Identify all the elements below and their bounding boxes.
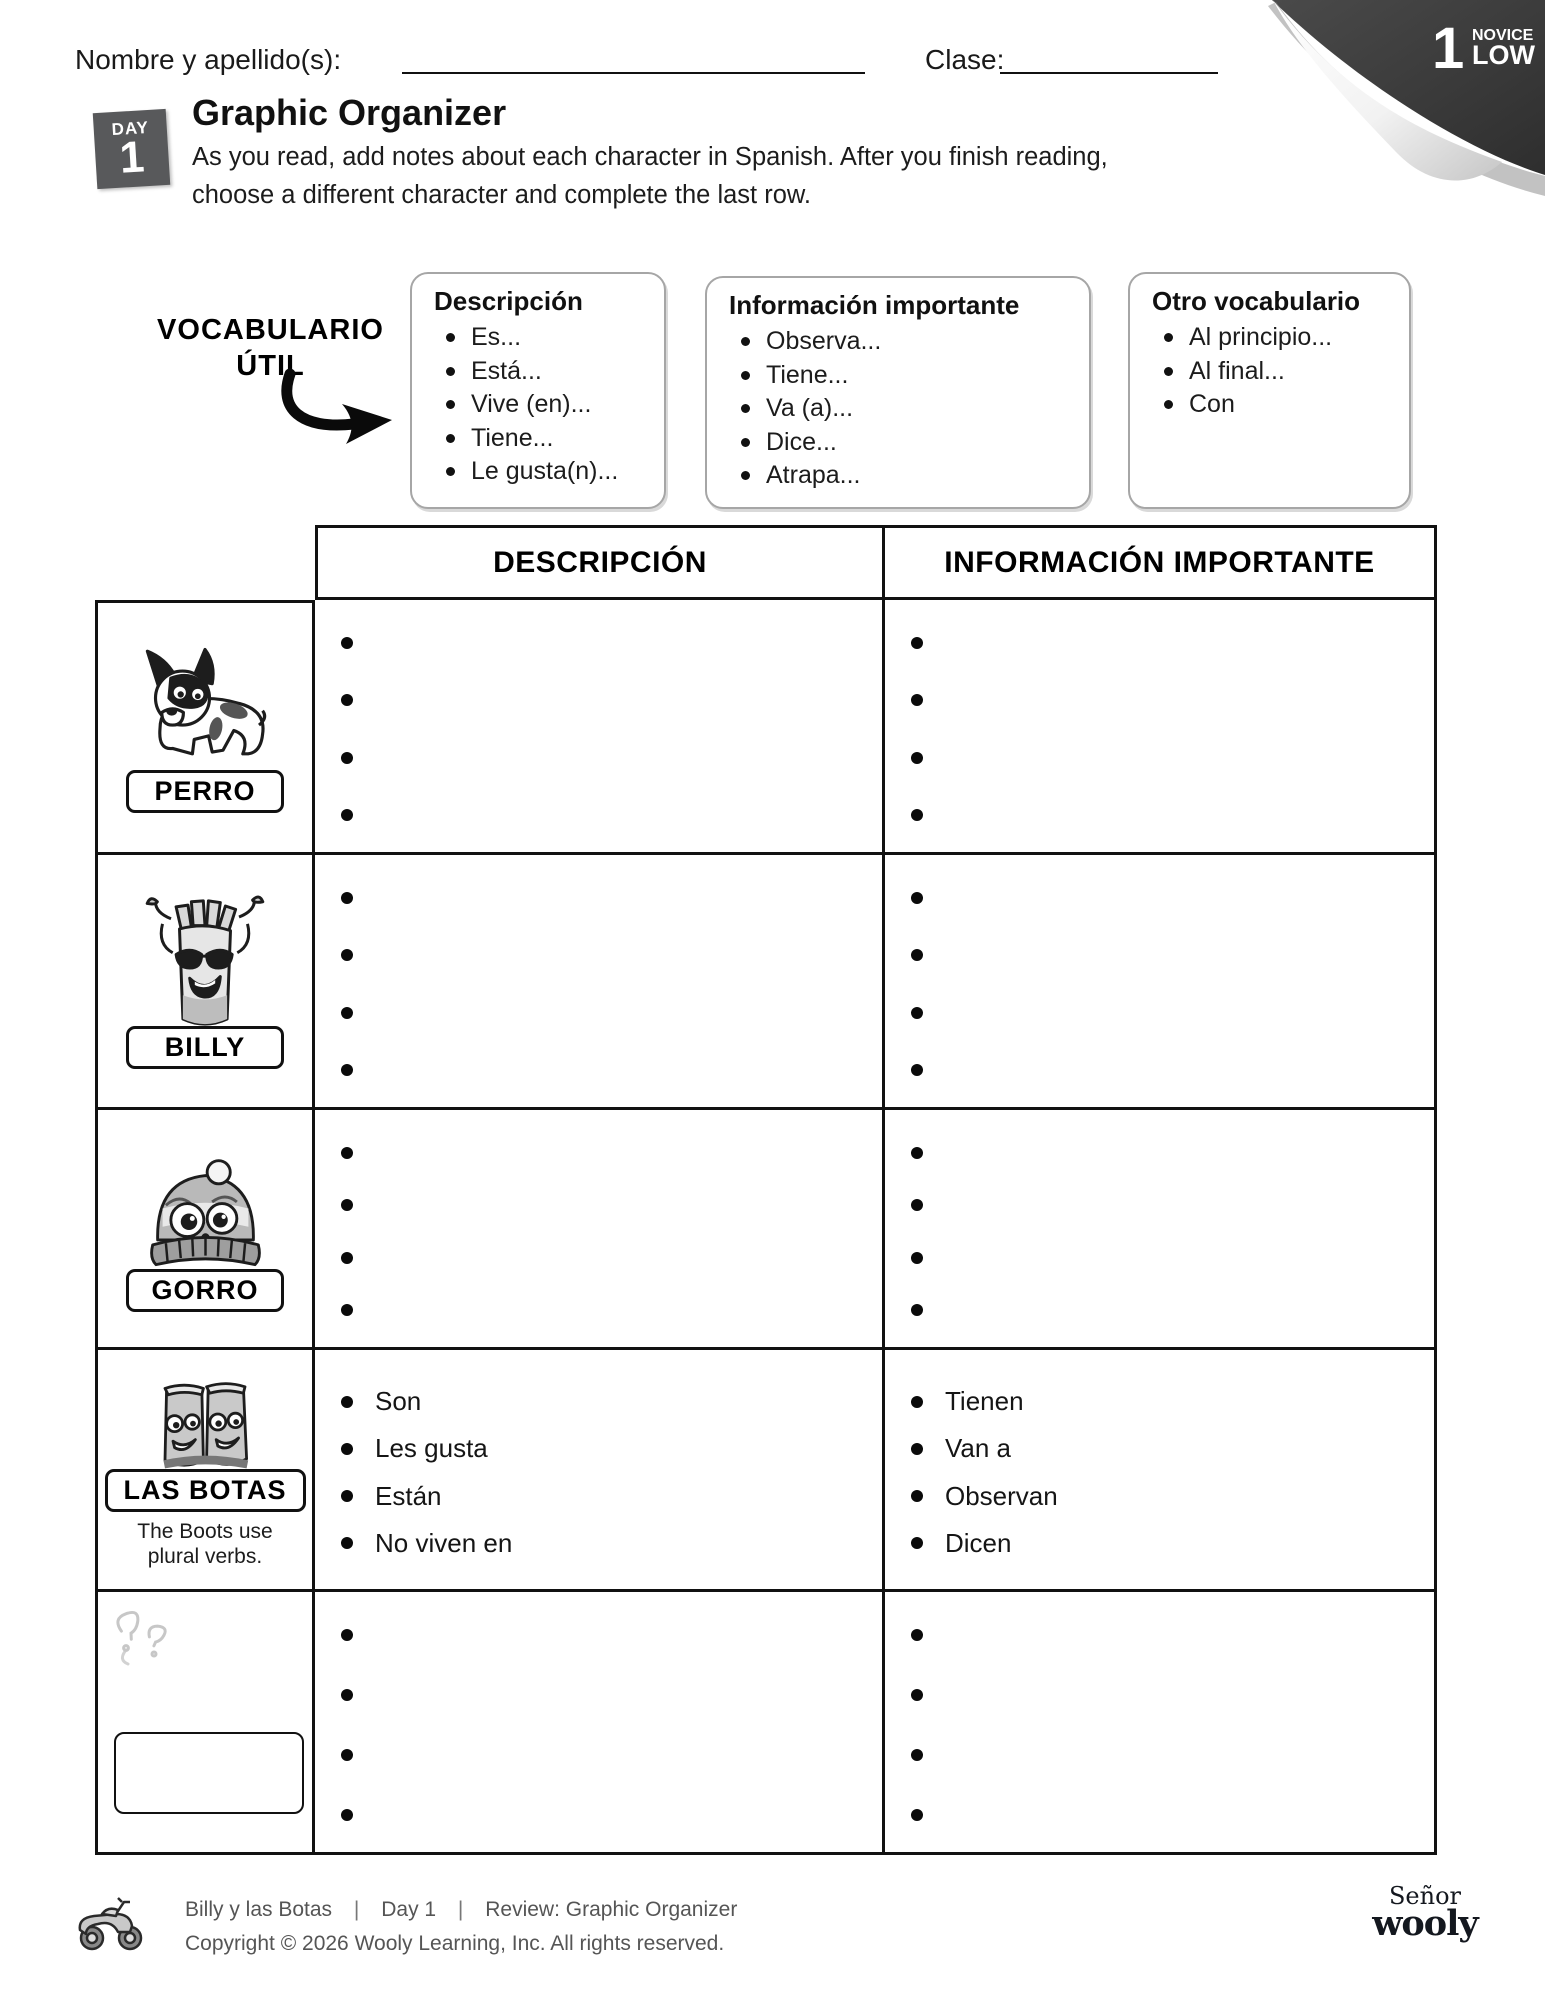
vocab-box-title: Información importante bbox=[729, 290, 1020, 320]
character-cell-perro bbox=[95, 600, 315, 855]
bullet-icon bbox=[446, 467, 455, 476]
vocab-item: Observa... bbox=[727, 325, 1079, 359]
vocab-item: Al principio... bbox=[1150, 321, 1399, 355]
bullet-icon bbox=[341, 1749, 353, 1761]
bullet-icon bbox=[341, 1809, 353, 1821]
bullet-icon bbox=[341, 1304, 353, 1316]
vocab-item: Es... bbox=[432, 321, 654, 355]
instructions-line2: choose a different character and complete the last row. bbox=[192, 181, 811, 209]
level-number: 1 bbox=[1432, 16, 1465, 81]
footer-separator: | bbox=[457, 1898, 464, 1921]
bullet-icon bbox=[741, 438, 750, 447]
bullet-icon bbox=[911, 892, 923, 904]
header-empty-cell bbox=[95, 525, 315, 600]
column-header-descripcion: DESCRIPCIÓN bbox=[315, 525, 885, 600]
bullet-icon bbox=[341, 752, 353, 764]
mystery-character-name-box[interactable] bbox=[114, 1732, 304, 1814]
level-badge-corner bbox=[1040, 0, 1545, 230]
bullet-icon bbox=[911, 1689, 923, 1701]
character-name-perro: PERRO bbox=[126, 770, 284, 813]
bullet-icon bbox=[446, 367, 455, 376]
bullet-icon bbox=[446, 434, 455, 443]
bullet-icon bbox=[911, 1396, 923, 1408]
bullet-icon bbox=[341, 1064, 353, 1076]
bullet-icon bbox=[446, 400, 455, 409]
bullet-icon bbox=[741, 404, 750, 413]
bullet-icon bbox=[341, 694, 353, 706]
character-name-las-botas: LAS BOTAS bbox=[105, 1469, 306, 1512]
bullet-icon bbox=[911, 1252, 923, 1264]
botas-informacion-cell: Tienen Van a Observan Dicen bbox=[885, 1350, 1437, 1592]
bullet-icon bbox=[911, 949, 923, 961]
bullet-icon bbox=[911, 1199, 923, 1211]
bullet-icon bbox=[341, 949, 353, 961]
vocab-item: Con bbox=[1150, 388, 1399, 422]
billy-informacion-cell[interactable] bbox=[885, 855, 1437, 1110]
vocab-item: Va (a)... bbox=[727, 392, 1079, 426]
bullet-icon bbox=[911, 1147, 923, 1159]
name-label: Nombre y apellido(s): bbox=[75, 44, 342, 75]
bullet-icon bbox=[911, 1537, 923, 1549]
vocab-item: Tiene... bbox=[432, 422, 654, 456]
mystery-descripcion-cell[interactable] bbox=[315, 1592, 885, 1855]
day-badge-label: DAY bbox=[111, 117, 150, 139]
bullet-icon bbox=[911, 809, 923, 821]
bullet-icon bbox=[341, 1252, 353, 1264]
day-badge-number: 1 bbox=[118, 131, 146, 183]
bullet-icon bbox=[911, 1629, 923, 1641]
footer-title: Billy y las Botas bbox=[185, 1898, 333, 1921]
graphic-organizer-table bbox=[95, 525, 1437, 1855]
bullet-icon bbox=[341, 1396, 353, 1408]
logo-line1: Señor bbox=[1388, 1882, 1462, 1910]
bullet-icon bbox=[1164, 400, 1173, 409]
vocab-box-title: Descripción bbox=[434, 286, 583, 316]
character-cell-billy bbox=[95, 855, 315, 1110]
bullet-icon bbox=[911, 1064, 923, 1076]
class-blank[interactable] bbox=[1000, 72, 1218, 74]
bullet-icon bbox=[741, 371, 750, 380]
vocab-util-line1: VOCABULARIO bbox=[157, 314, 384, 346]
billy-descripcion-cell[interactable] bbox=[315, 855, 885, 1110]
bullet-icon bbox=[1164, 333, 1173, 342]
bullet-icon bbox=[341, 892, 353, 904]
day-badge bbox=[93, 109, 171, 189]
bullet-icon bbox=[341, 1007, 353, 1019]
character-name-gorro: GORRO bbox=[126, 1269, 284, 1312]
character-name-billy: BILLY bbox=[126, 1026, 284, 1069]
vocab-item: Atrapa... bbox=[727, 459, 1079, 493]
bullet-icon bbox=[341, 1443, 353, 1455]
bullet-icon bbox=[341, 1490, 353, 1502]
vocab-item: Al final... bbox=[1150, 355, 1399, 389]
footer-day: Day 1 bbox=[381, 1898, 437, 1921]
hat-icon bbox=[123, 1146, 288, 1281]
bullet-icon bbox=[341, 1689, 353, 1701]
bullet-icon bbox=[341, 809, 353, 821]
vocab-item: Está... bbox=[432, 355, 654, 389]
curved-arrow-icon bbox=[262, 368, 412, 463]
footer-breadcrumb bbox=[185, 1898, 737, 1922]
bullet-icon bbox=[911, 1007, 923, 1019]
bullet-icon bbox=[341, 1537, 353, 1549]
bullet-icon bbox=[741, 471, 750, 480]
dog-icon bbox=[115, 642, 295, 782]
character-cell-gorro bbox=[95, 1110, 315, 1350]
bullet-icon bbox=[911, 1809, 923, 1821]
level-name-line1: NOVICE bbox=[1472, 27, 1534, 44]
vocab-box-otro bbox=[1128, 272, 1411, 509]
bullet-icon bbox=[341, 1199, 353, 1211]
vocab-util-line2: ÚTIL bbox=[236, 350, 305, 382]
bullet-icon bbox=[911, 1749, 923, 1761]
bullet-icon bbox=[911, 752, 923, 764]
mystery-informacion-cell[interactable] bbox=[885, 1592, 1437, 1855]
sock-icon bbox=[120, 893, 290, 1038]
vocab-box-descripcion bbox=[410, 272, 666, 509]
bullet-icon bbox=[911, 1490, 923, 1502]
character-cell-las-botas bbox=[95, 1350, 315, 1592]
bullet-icon bbox=[341, 1147, 353, 1159]
page-title: Graphic Organizer bbox=[192, 92, 507, 133]
bullet-icon bbox=[741, 337, 750, 346]
level-name-line2: LOW bbox=[1472, 40, 1535, 70]
senor-wooly-logo bbox=[1360, 1882, 1490, 1944]
question-marks-icon bbox=[108, 1608, 178, 1670]
name-blank[interactable] bbox=[402, 72, 865, 74]
footer-separator: | bbox=[353, 1898, 360, 1921]
character-cell-mystery bbox=[95, 1592, 315, 1855]
footer-copyright: Copyright © 2026 Wooly Learning, Inc. All rights reserved. bbox=[185, 1932, 725, 1955]
botas-descripcion-cell: Son Les gusta Están No viven en bbox=[315, 1350, 885, 1592]
gorro-informacion-cell[interactable] bbox=[885, 1110, 1437, 1350]
perro-descripcion-cell[interactable] bbox=[315, 600, 885, 855]
vocab-item: Vive (en)... bbox=[432, 388, 654, 422]
boots-note: The Boots use plural verbs. bbox=[137, 1519, 273, 1568]
bullet-icon bbox=[446, 333, 455, 342]
class-label: Clase: bbox=[925, 44, 1005, 75]
vocab-item: Tiene... bbox=[727, 359, 1079, 393]
vocab-item: Le gusta(n)... bbox=[432, 455, 654, 489]
bullet-icon bbox=[911, 1304, 923, 1316]
bullet-icon bbox=[341, 1629, 353, 1641]
gorro-descripcion-cell[interactable] bbox=[315, 1110, 885, 1350]
column-header-informacion: INFORMACIÓN IMPORTANTE bbox=[885, 525, 1437, 600]
logo-line2: wooly bbox=[1372, 1903, 1478, 1944]
bullet-icon bbox=[911, 637, 923, 649]
bullet-icon bbox=[1164, 367, 1173, 376]
motorcycle-sidecar-icon bbox=[72, 1890, 150, 1952]
vocab-item: Dice... bbox=[727, 426, 1079, 460]
vocab-box-informacion bbox=[705, 276, 1091, 509]
bullet-icon bbox=[341, 637, 353, 649]
vocab-box-title: Otro vocabulario bbox=[1152, 286, 1361, 316]
instructions-line1: As you read, add notes about each character in Spanish. After you finish reading, bbox=[192, 143, 1108, 171]
perro-informacion-cell[interactable] bbox=[885, 600, 1437, 855]
boots-icon bbox=[125, 1371, 285, 1481]
footer-activity: Review: Graphic Organizer bbox=[485, 1898, 738, 1921]
bullet-icon bbox=[911, 1443, 923, 1455]
bullet-icon bbox=[911, 694, 923, 706]
